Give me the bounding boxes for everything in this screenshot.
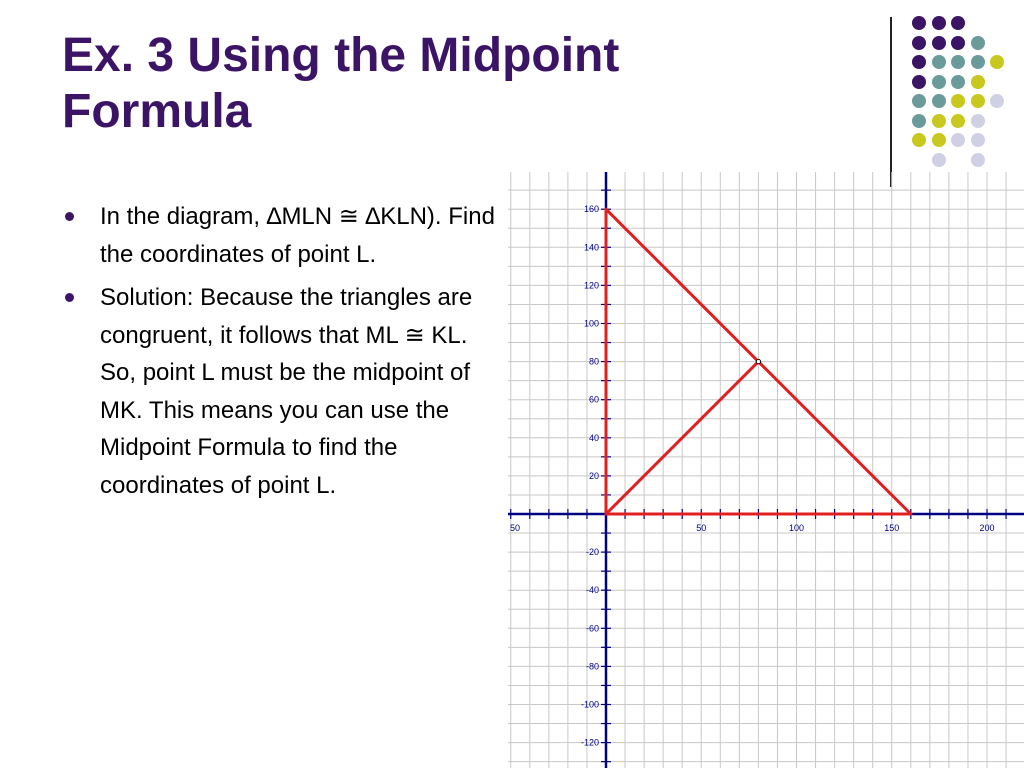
y-tick-label: 120: [583, 280, 599, 291]
x-tick-label: 200: [979, 523, 995, 533]
midpoint-marker: [756, 359, 760, 363]
decor-dot: [932, 16, 946, 30]
y-tick-label: 80: [588, 356, 599, 367]
y-tick-label: 160: [583, 204, 599, 215]
decor-dot: [932, 36, 946, 50]
bullet-list: [62, 198, 502, 510]
decor-dot: [971, 153, 985, 167]
decorative-divider: [890, 17, 892, 187]
decor-dot: [971, 114, 985, 128]
decor-dot: [912, 133, 926, 147]
slide-title: [62, 28, 822, 140]
x-tick-label: 150: [884, 523, 900, 533]
decor-dot: [951, 133, 965, 147]
decor-dot: [951, 94, 965, 108]
bullet-icon: [65, 293, 74, 302]
decor-dot: [990, 55, 1004, 69]
y-tick-label: 60: [588, 394, 599, 405]
y-tick-label: 100: [583, 318, 599, 329]
decor-dot: [990, 94, 1004, 108]
y-tick-label: -100: [580, 699, 599, 710]
y-tick-label: -80: [585, 661, 599, 672]
y-tick-label: -120: [580, 737, 599, 748]
decor-dot: [971, 94, 985, 108]
decor-dot: [932, 55, 946, 69]
y-tick-label: -40: [585, 585, 599, 596]
decor-dot: [951, 16, 965, 30]
decor-dot: [932, 94, 946, 108]
decor-dot: [932, 75, 946, 89]
y-tick-label: -60: [585, 623, 599, 634]
bullet-item-solution: [62, 279, 502, 504]
x-tick-label: 100: [788, 523, 805, 533]
bullet-text-problem: In the diagram, ∆MLN ≅ ∆KLN). Find the coordinates of point L.: [100, 203, 495, 268]
slide-title-line-2: Formula: [62, 85, 252, 138]
decor-dot: [951, 114, 965, 128]
decor-dot: [951, 36, 965, 50]
decor-dot: [951, 75, 965, 89]
decor-dot: [912, 114, 926, 128]
bullet-text-solution: Solution: Because the triangles are congruent, it follows that ML ≅ KL. So, point L must be the midpoint of MK. This means you can use the Midpoint Formula to find the coordinates of point L.: [100, 284, 473, 499]
decor-dot: [912, 75, 926, 89]
decor-dot: [912, 16, 926, 30]
decor-dot: [971, 133, 985, 147]
coordinate-graph: [508, 172, 1024, 768]
decor-dot: [971, 36, 985, 50]
decor-dot: [971, 55, 985, 69]
y-tick-label: -20: [585, 547, 599, 558]
decor-dot: [951, 55, 965, 69]
y-tick-label: 20: [588, 470, 599, 481]
x-tick-label: 50: [510, 523, 521, 533]
y-tick-label: 140: [583, 242, 599, 253]
decor-dot: [932, 153, 946, 167]
x-tick-label: 50: [696, 523, 707, 533]
decor-dot: [932, 114, 946, 128]
bullet-item-problem: [62, 198, 502, 273]
graph-canvas: [508, 172, 1024, 768]
decor-dot: [971, 75, 985, 89]
decor-dot: [912, 55, 926, 69]
y-tick-label: 40: [588, 432, 599, 443]
decor-dot: [932, 133, 946, 147]
decor-dot: [912, 94, 926, 108]
slide-title-line-1: Ex. 3 Using the Midpoint: [62, 29, 620, 82]
decor-dot: [912, 36, 926, 50]
bullet-icon: [65, 212, 74, 221]
